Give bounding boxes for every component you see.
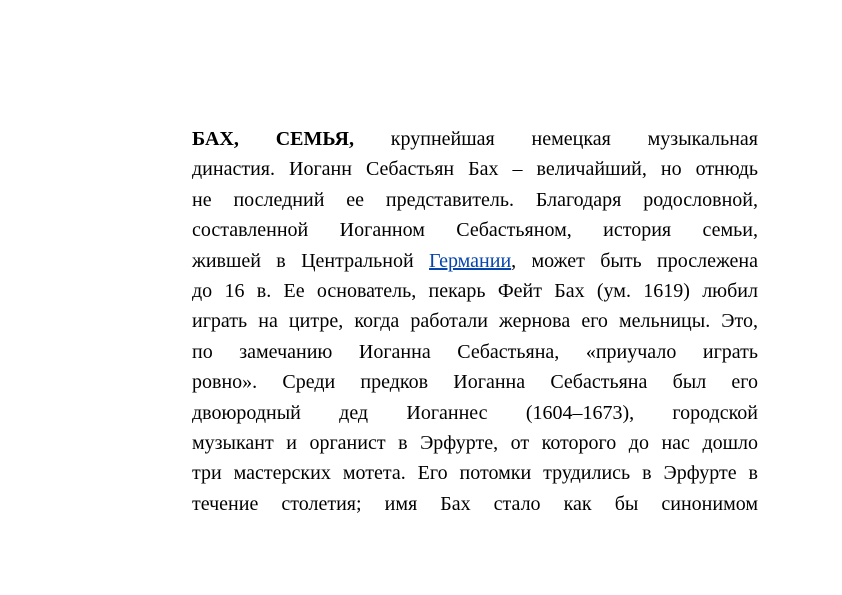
line-5-before-link: жившей в Центральной [192, 249, 414, 272]
line-5-after-link: , может быть прослежена [511, 249, 758, 272]
germany-link[interactable]: Германии [429, 249, 512, 272]
text-line-9: ровно». Среди предков Иоганна Себастьяна был его [192, 371, 758, 394]
text-line-6: до 16 в. Ее основатель, пекарь Фейт Бах (ум. 1619) любил [192, 279, 758, 302]
text-line-12: три мастерских мотета. Его потомки трудились в Эрфурте в [192, 462, 758, 485]
text-line-4: составленной Иоганном Себастьяном, история семьи, [192, 219, 758, 242]
text-line-1 [192, 124, 758, 154]
article-text [192, 124, 758, 519]
text-line-10: двоюродный дед Иоганнес (1604–1673), городской [192, 401, 758, 424]
text-line-3: не последний ее представитель. Благодаря родословной, [192, 188, 758, 211]
text-line-13: течение столетия; имя Бах стало как бы синонимом [192, 492, 758, 515]
text-line-8: по замечанию Иоганна Себастьяна, «приучало играть [192, 340, 758, 363]
line-1-text: крупнейшая немецкая музыкальная [390, 128, 758, 150]
text-line-7: играть на цитре, когда работали жернова его мельницы. Это, [192, 310, 758, 333]
text-line-2: династия. Иоганн Себастьян Бах – величайший, но отнюдь [192, 158, 758, 181]
text-line-5 [192, 246, 758, 276]
heading-word-family: СЕМЬЯ, [275, 128, 354, 150]
text-line-11: музыкант и органист в Эрфурте, от которого до нас дошло [192, 431, 758, 454]
heading-word-bach: БАХ, [192, 128, 239, 150]
